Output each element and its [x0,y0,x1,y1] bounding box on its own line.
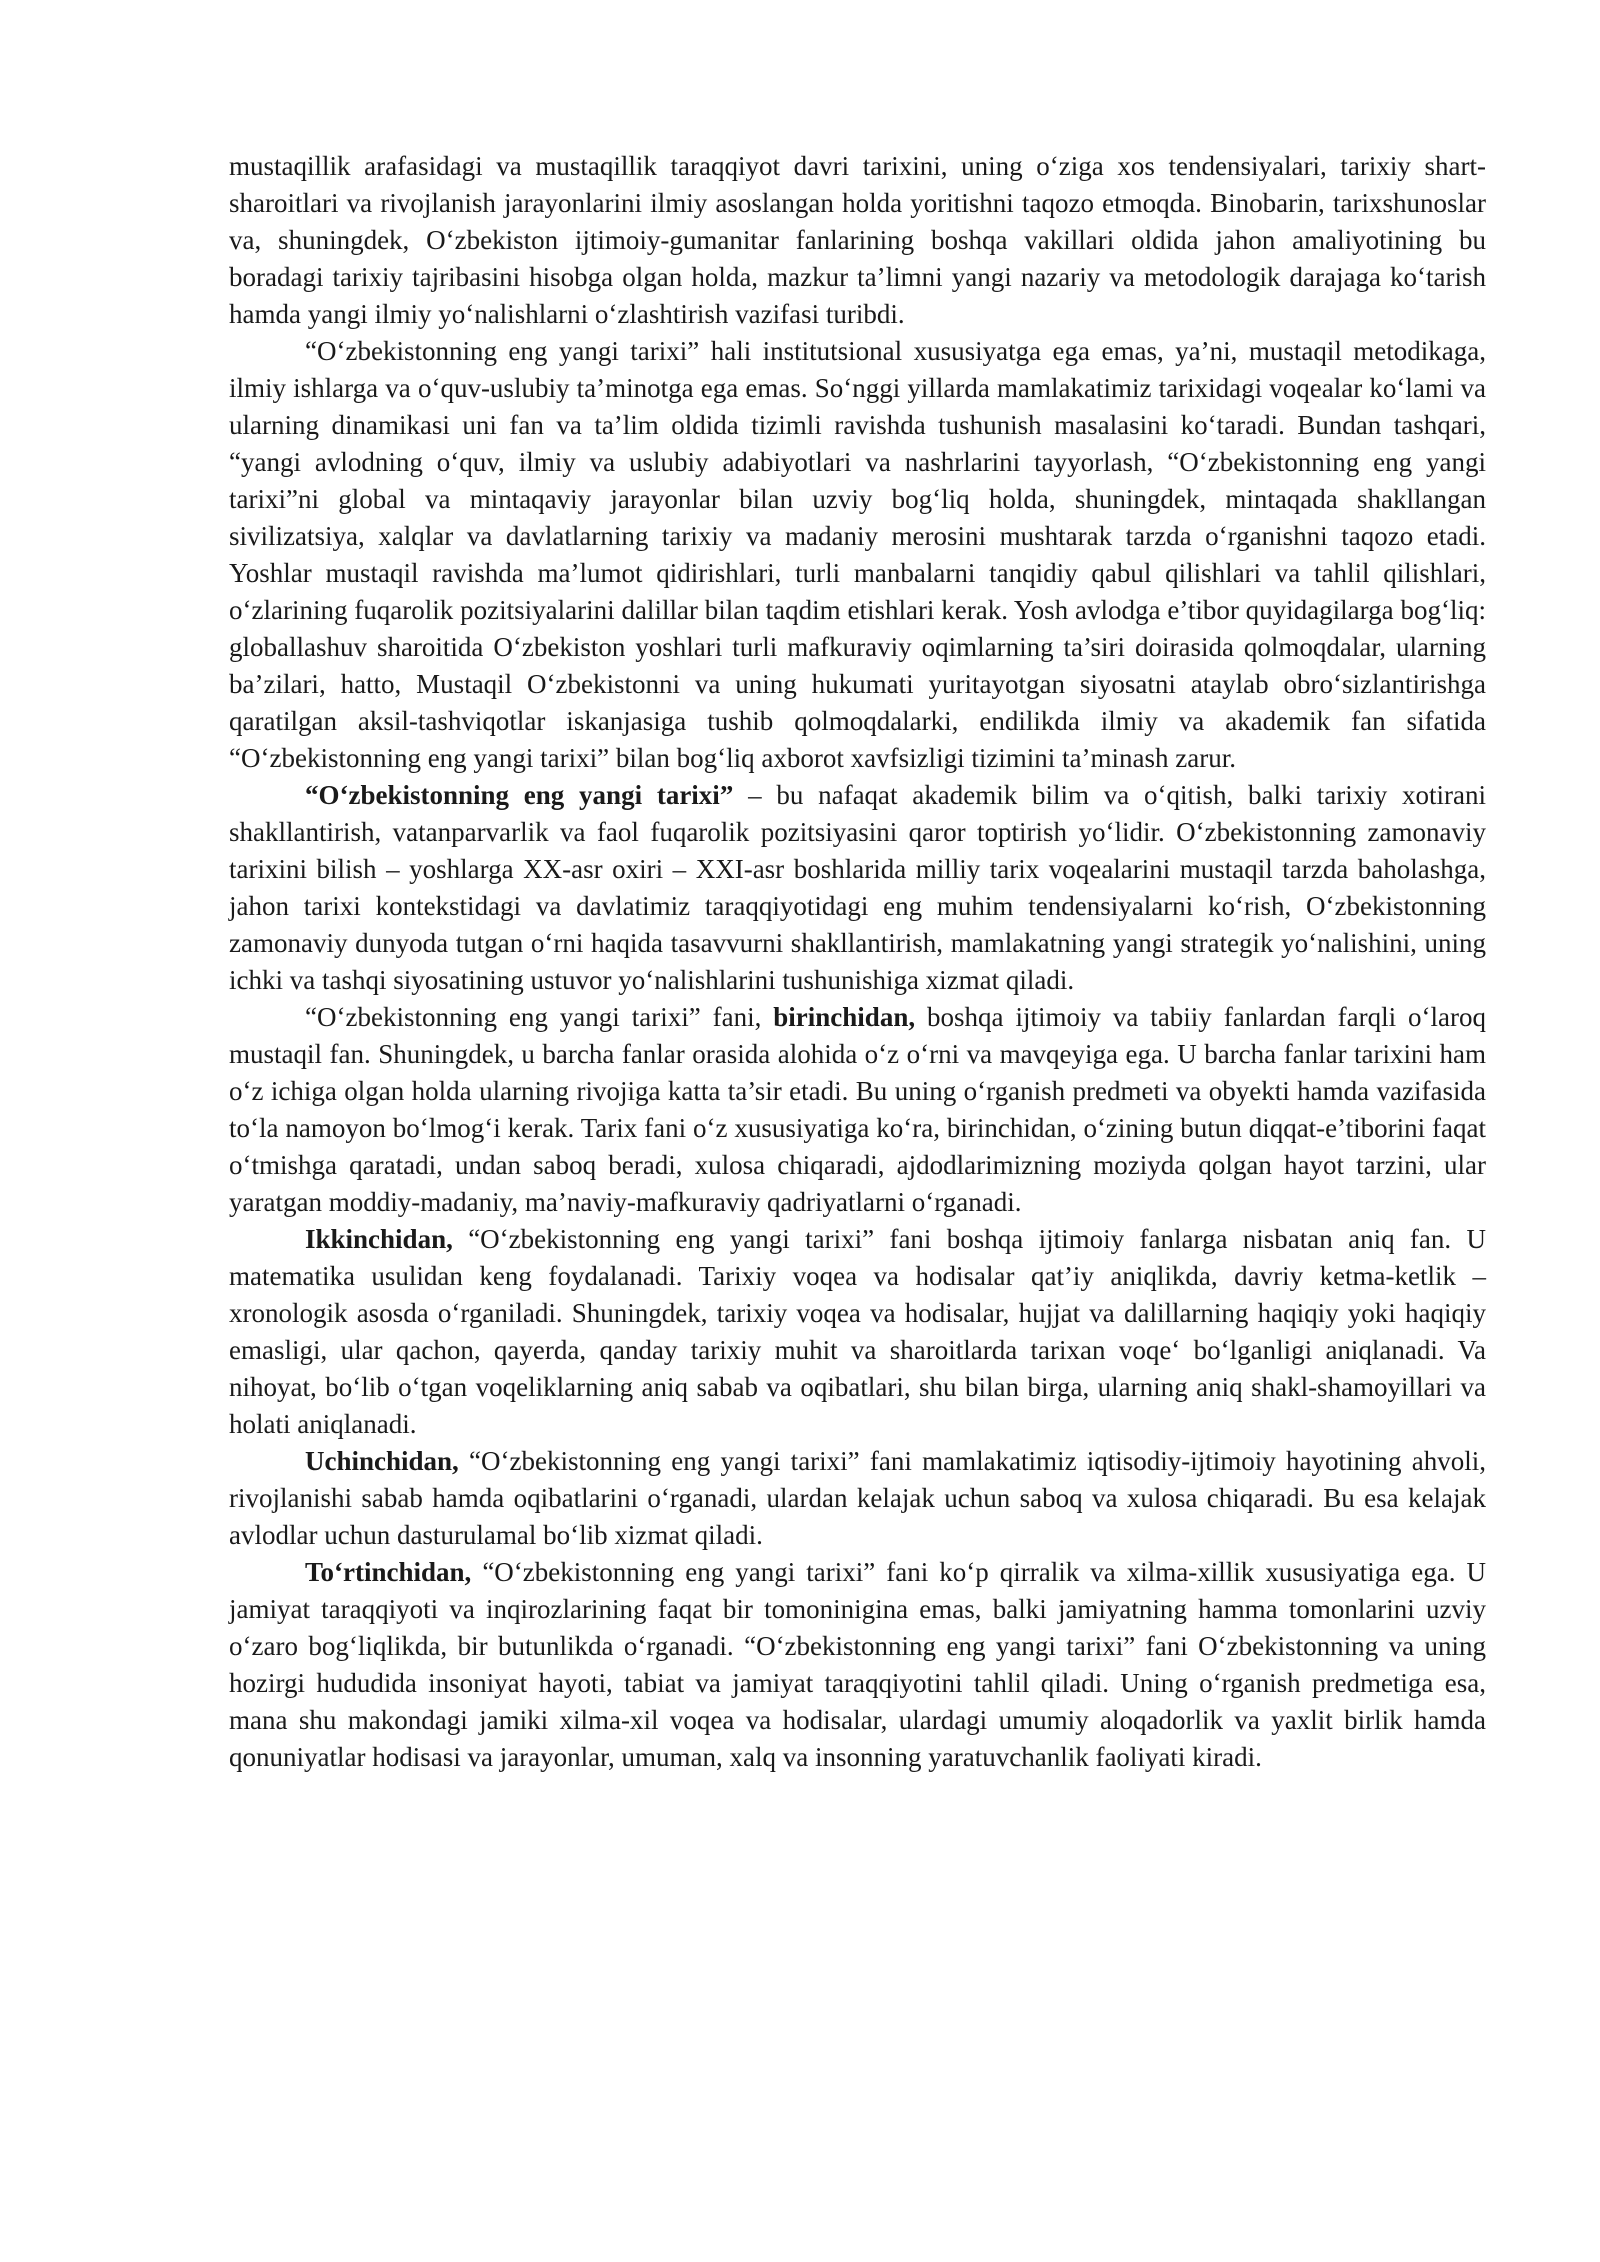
paragraph-text: boshqa ijtimoiy va tabiiy fanlardan farqli o‘laroq mustaqil fan. Shuningdek, u barcha fanlar orasida alohida o‘z o‘rni va mavqeyiga ega. U barcha fanlar tarixini ham o‘z ichiga olgan holda ularning rivojiga katta ta’sir etadi. Bu uning o‘rganish predmeti va obyekti hamda vazifasida to‘la namoyon bo‘lmog‘i kerak. Tarix fani o‘z xususiyatiga ko‘ra, birinchidan, o‘zining butun diqqat-e’tiborini faqat o‘tmishga qaratadi, undan saboq beradi, xulosa chiqaradi, ajdodlarimizning moziyda qolgan hayot tarzini, ular yaratgan moddiy-madaniy, ma’naviy-mafkuraviy qadriyatlarni o‘rganadi. [229,1002,1486,1217]
bold-term: Ikkinchidan, [305,1224,453,1254]
bold-term: To‘rtinchidan, [305,1557,472,1587]
paragraph-text: mustaqillik arafasidagi va mustaqillik taraqqiyot davri tarixini, uning o‘ziga xos tendensiyalari, tarixiy shart-sharoitlari va rivojlanish jarayonlarini ilmiy asoslangan holda yoritishni taqozo etmoqda. Binobarin, tarixshunoslar va, shuningdek, O‘zbekiston ijtimoiy-gumanitar fanlarining boshqa vakillari oldida jahon amaliyotining bu boradagi tarixiy tajribasini hisobga olgan holda, mazkur ta’limni yangi nazariy va metodologik darajaga ko‘tarish hamda yangi ilmiy yo‘nalishlarni o‘zlashtirish vazifasi turibdi. [229,151,1486,329]
paragraph-1 [229,333,1486,777]
paragraph-2 [229,777,1486,999]
paragraph-lead: “O‘zbekistonning eng yangi tarixi” fani, [305,1002,774,1032]
paragraph-4 [229,1221,1486,1443]
paragraph-text: – bu nafaqat akademik bilim va o‘qitish, balki tarixiy xotirani shakllantirish, vatanparvarlik va faol fuqarolik pozitsiyasini qaror toptirish yo‘lidir. O‘zbekistonning zamonaviy tarixini bilish – yoshlarga XX-asr oxiri – XXI-asr boshlarida milliy tarix voqealarini mustaqil tarzda baholashga, jahon tarixi kontekstidagi va davlatimiz taraqqiyotidagi eng muhim tendensiyalarni ko‘rish, O‘zbekistonning zamonaviy dunyoda tutgan o‘rni haqida tasavvurni shakllantirish, mamlakatning yangi strategik yo‘nalishini, uning ichki va tashqi siyosatining ustuvor yo‘nalishlarini tushunishiga xizmat qiladi. [229,780,1486,995]
body-text [229,148,1486,1776]
paragraph-6 [229,1554,1486,1776]
paragraph-0 [229,148,1486,333]
bold-term: birinchidan, [773,1002,916,1032]
paragraph-3 [229,999,1486,1221]
paragraph-text: “O‘zbekistonning eng yangi tarixi” fani boshqa ijtimoiy fanlarga nisbatan aniq fan. U matematika usulidan keng foydalanadi. Tarixiy voqea va hodisalar qat’iy aniqlikda, davriy ketma-ketlik – xronologik asosda o‘rganiladi. Shuningdek, tarixiy voqea va hodisalar, hujjat va dalillarning haqiqiy yoki haqiqiy emasligi, ular qachon, qayerda, qanday tarixiy muhit va sharoitlarda tarixan voqe‘ bo‘lganligi aniqlanadi. Va nihoyat, bo‘lib o‘tgan voqeliklarning aniq sabab va oqibatlari, shu bilan birga, ularning aniq shakl-shamoyillari va holati aniqlanadi. [229,1224,1486,1439]
paragraph-text: “O‘zbekistonning eng yangi tarixi” hali institutsional xususiyatga ega emas, ya’ni, mustaqil metodikaga, ilmiy ishlarga va o‘quv-uslubiy ta’minotga ega emas. So‘nggi yillarda mamlakatimiz tarixidagi voqealar ko‘lami va ularning dinamikasi uni fan va ta’lim oldida tizimli ravishda tushunish masalasini ko‘taradi. Bundan tashqari, “yangi avlodning o‘quv, ilmiy va uslubiy adabiyotlari va nashrlarini tayyorlash, “O‘zbekistonning eng yangi tarixi”ni global va mintaqaviy jarayonlar bilan uzviy bog‘liq holda, shuningdek, mintaqada shakllangan sivilizatsiya, xalqlar va davlatlarning tarixiy va madaniy merosini mushtarak tarzda o‘rganishni taqozo etadi. Yoshlar mustaqil ravishda ma’lumot qidirishlari, turli manbalarni tanqidiy qabul qilishlari va tahlil qilishlari, o‘zlarining fuqarolik pozitsiyalarini dalillar bilan taqdim etishlari kerak. Yosh avlodga e’tibor quyidagilarga bog‘liq: globallashuv sharoitida O‘zbekiston yoshlari turli mafkuraviy oqimlarning ta’siri doirasida qolmoqdalar, ularning ba’zilari, hatto, Mustaqil O‘zbekistonni va uning hukumati yuritayotgan siyosatni ataylab obro‘sizlantirishga qaratilgan aksil-tashviqotlar iskanjasiga tushib qolmoqdalarki, endilikda ilmiy va akademik fan sifatida “O‘zbekistonning eng yangi tarixi” bilan bog‘liq axborot xavfsizligi tizimini ta’minash zarur. [229,336,1486,773]
bold-term: “O‘zbekistonning eng yangi tarixi” [305,780,734,810]
paragraph-text: “O‘zbekistonning eng yangi tarixi” fani mamlakatimiz iqtisodiy-ijtimoiy hayotining ahvoli, rivojlanishi sabab hamda oqibatlarini o‘rganadi, ulardan kelajak uchun saboq va xulosa chiqaradi. Bu esa kelajak avlodlar uchun dasturulamal bo‘lib xizmat qiladi. [229,1446,1486,1550]
bold-term: Uchinchidan, [305,1446,459,1476]
paragraph-5 [229,1443,1486,1554]
paragraph-text: “O‘zbekistonning eng yangi tarixi” fani ko‘p qirralik va xilma-xillik xususiyatiga ega. U jamiyat taraqqiyoti va inqirozlarining faqat bir tomoninigina emas, balki jamiyatning hamma tomonlarini uzviy o‘zaro bog‘liqlikda, bir butunlikda o‘rganadi. “O‘zbekistonning eng yangi tarixi” fani O‘zbekistonning va uning hozirgi hududida insoniyat hayoti, tabiat va jamiyat taraqqiyotini tahlil qiladi. Uning o‘rganish predmetiga esa, mana shu makondagi jamiki xilma-xil voqea va hodisalar, ulardagi umumiy aloqadorlik va yaxlit birlik hamda qonuniyatlar hodisasi va jarayonlar, umuman, xalq va insonning yaratuvchanlik faoliyati kiradi. [229,1557,1486,1772]
